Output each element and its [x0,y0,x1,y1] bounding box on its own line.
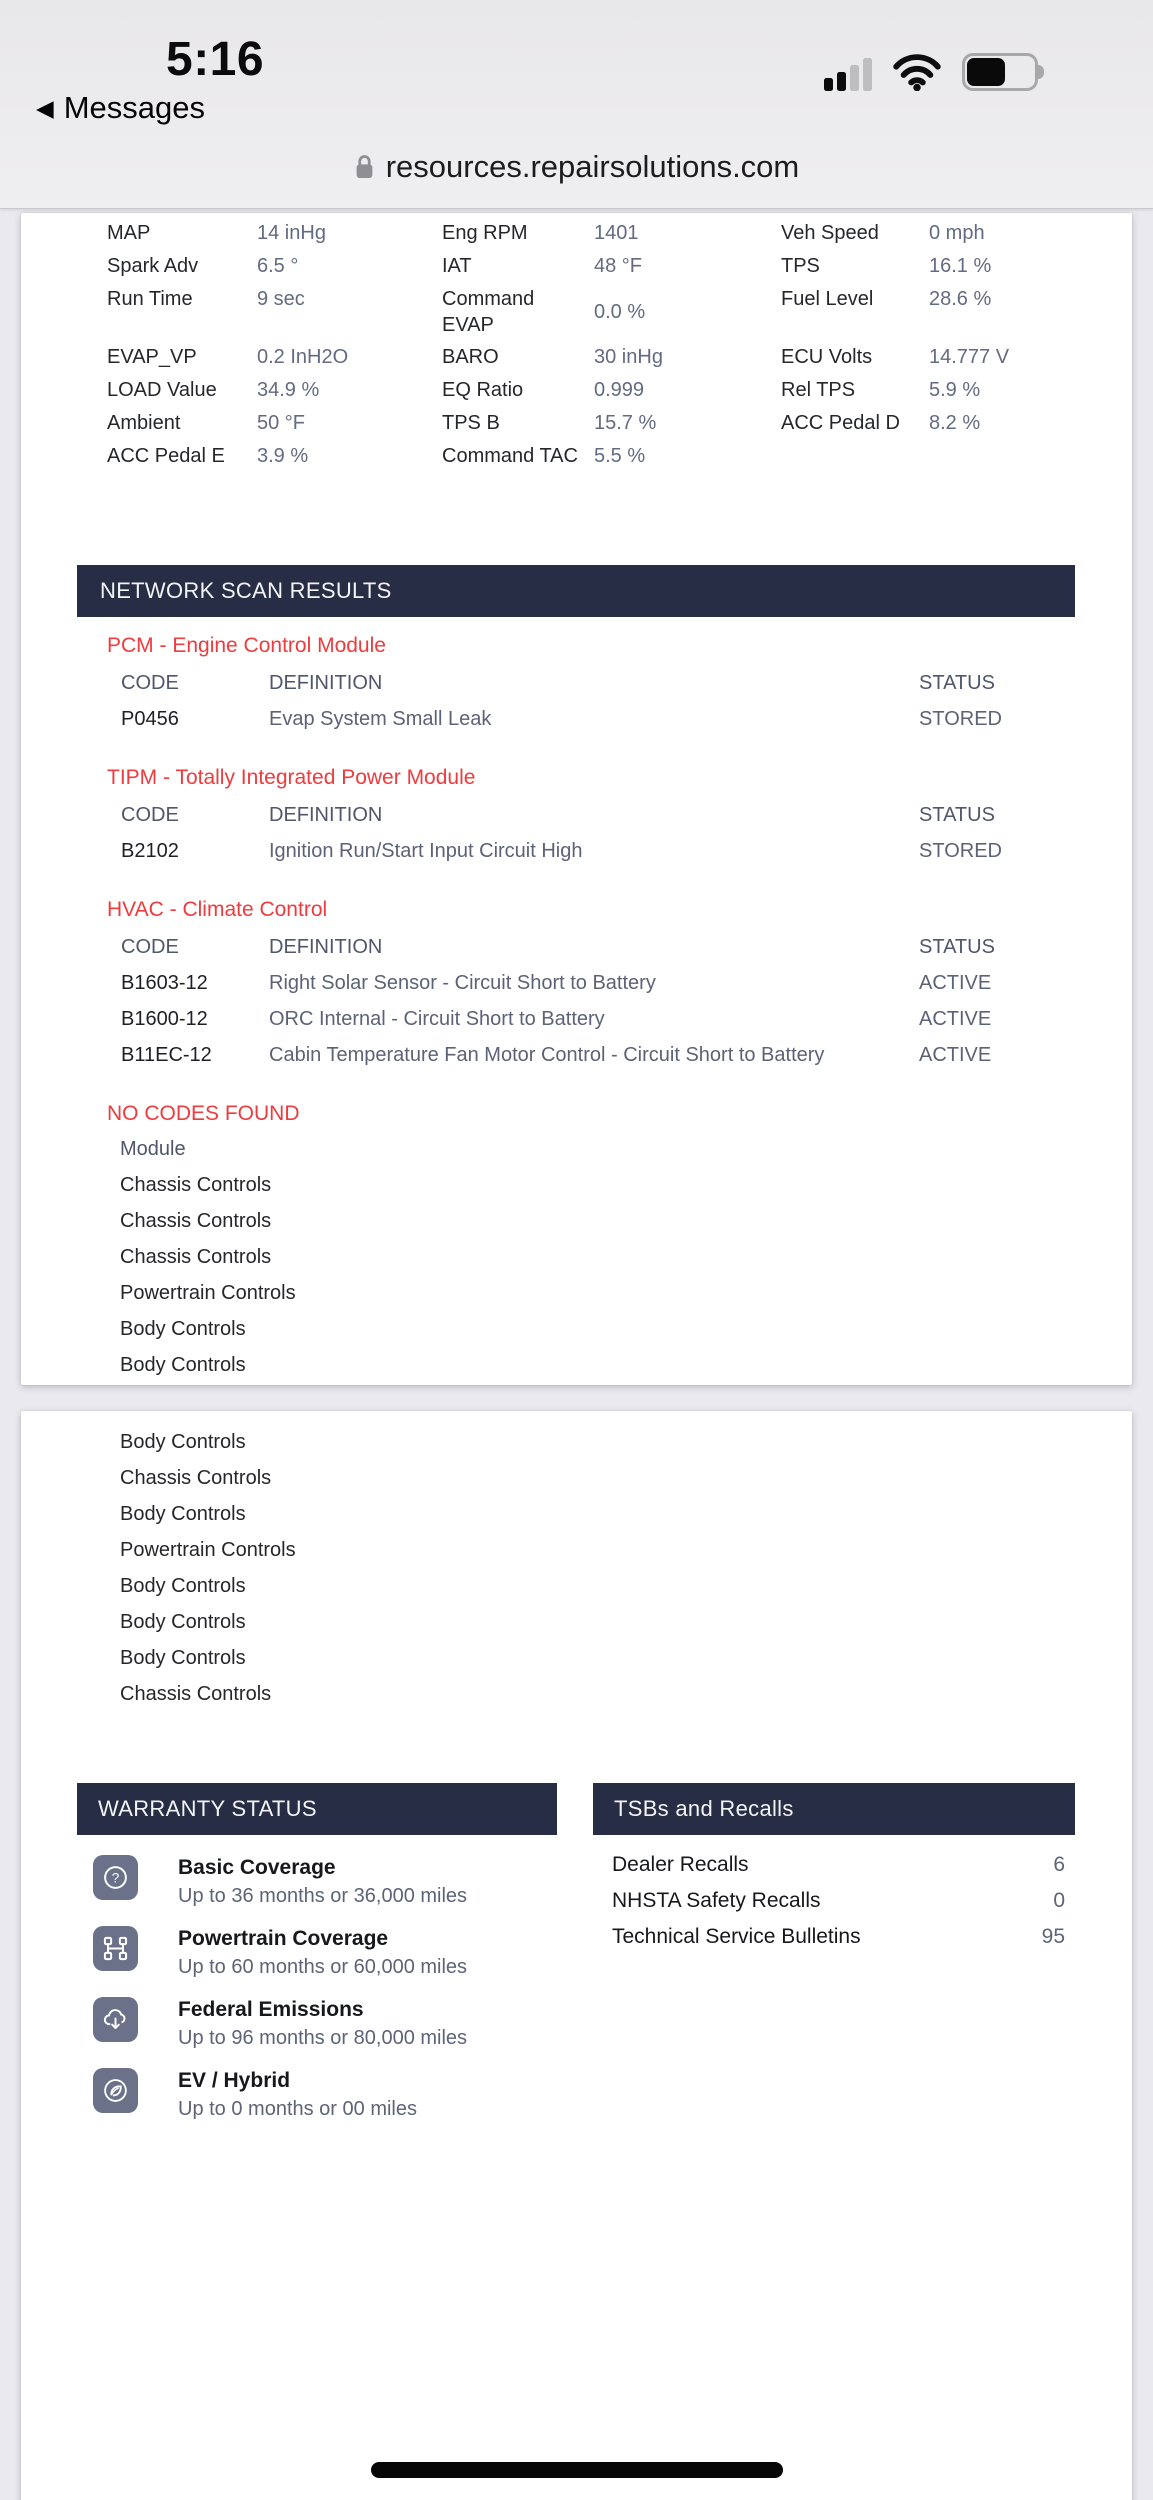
hvac-code-table [121,929,1132,1073]
back-label: Messages [63,90,205,125]
lock-icon [354,153,375,181]
warranty-subtitle: Up to 36 months or 36,000 miles [178,1885,468,1907]
report-card-live-data-and-scan [21,213,1132,1385]
module-list-item: Body Controls [120,1503,246,1525]
no-codes-module-list [120,1131,1132,1383]
module-list-item: Body Controls [120,1318,246,1340]
drivetrain-icon [93,1926,138,1971]
code-row: B1603-12 Right Solar Sensor - Circuit Short to Battery ACTIVE [121,972,992,994]
module-column-header: Module [120,1138,186,1160]
code-table-header: CODE DEFINITION STATUS [121,804,995,826]
tsb-value: 95 [1041,1925,1065,1948]
question-circle-icon [93,1855,138,1900]
report-card-warranty-and-tsb [21,1411,1132,2500]
no-codes-found-title: NO CODES FOUND [107,1102,300,1125]
module-list-item: Body Controls [120,1611,246,1633]
pcm-code-table [121,665,1132,737]
web-page [0,208,1153,2500]
tsb-row [612,1847,1065,1883]
warranty-status-header: WARRANTY STATUS [77,1783,557,1835]
warranty-item-ev-hybrid [93,2068,557,2123]
network-scan-results-header: NETWORK SCAN RESULTS [77,565,1075,617]
browser-top-chrome [0,0,1153,209]
code-row: B1600-12 ORC Internal - Circuit Short to Battery ACTIVE [121,1008,992,1030]
back-to-messages-button[interactable] [36,90,205,126]
warranty-subtitle: Up to 96 months or 80,000 miles [178,2027,468,2049]
module-title-hvac: HVAC - Climate Control [107,898,328,921]
tsb-recalls-section [593,1783,1075,1955]
live-data-row: ACC Pedal E 3.9 % Command TAC 5.5 % [107,445,646,467]
live-data-table [107,217,1132,473]
tsb-label: Dealer Recalls [612,1853,749,1876]
status-bar-icons [824,56,1052,91]
module-title-pcm: PCM - Engine Control Module [107,634,386,657]
module-list-item: Chassis Controls [120,1174,272,1196]
module-list-item: Body Controls [120,1575,246,1597]
module-list-item: Powertrain Controls [120,1539,296,1561]
code-row: B2102 Ignition Run/Start Input Circuit High STORED [121,840,1002,862]
tsb-recalls-header: TSBs and Recalls [593,1783,1075,1835]
module-list-item: Chassis Controls [120,1246,272,1268]
warranty-item-powertrain [93,1926,557,1981]
code-row: P0456 Evap System Small Leak STORED [121,708,1002,730]
live-data-row: MAP 14 inHg Eng RPM 1401 Veh Speed 0 mph [107,222,985,244]
module-list-item: Chassis Controls [120,1467,272,1489]
home-indicator[interactable] [371,2462,783,2478]
warranty-subtitle: Up to 0 months or 00 miles [178,2098,417,2120]
no-codes-module-list-continued [120,1411,1132,1712]
module-list-item: Body Controls [120,1431,246,1453]
url-text: resources.repairsolutions.com [385,149,800,184]
wifi-icon [892,54,942,91]
battery-icon [962,53,1052,91]
tsb-value: 0 [1053,1889,1065,1912]
warranty-subtitle: Up to 60 months or 60,000 miles [178,1956,468,1978]
tsb-label: NHSTA Safety Recalls [612,1889,821,1912]
warranty-status-section [77,1783,557,2139]
back-chevron-icon: ◀ [36,94,54,121]
tsb-value: 6 [1053,1853,1065,1876]
live-data-row: LOAD Value 34.9 % EQ Ratio 0.999 Rel TPS 5.9 % [107,379,981,401]
module-list-item: Chassis Controls [120,1683,272,1705]
tipm-code-table [121,797,1132,869]
cellular-signal-icon [824,58,872,91]
code-row: B11EC-12 Cabin Temperature Fan Motor Control - Circuit Short to Battery ACTIVE [121,1044,992,1066]
svg-text:?: ? [111,1870,120,1886]
cloud-download-icon [93,1997,138,2042]
tsb-row [612,1883,1065,1919]
module-list-item: Body Controls [120,1647,246,1669]
live-data-row: Spark Adv 6.5 ° IAT 48 °F TPS 16.1 % [107,255,992,277]
module-list-item: Powertrain Controls [120,1282,296,1304]
code-table-header: CODE DEFINITION STATUS [121,672,995,694]
eco-leaf-icon [93,2068,138,2113]
warranty-item-emissions [93,1997,557,2052]
warranty-title: Basic Coverage [178,1856,336,1879]
module-list-item: Chassis Controls [120,1210,272,1232]
warranty-title: EV / Hybrid [178,2069,291,2092]
warranty-title: Federal Emissions [178,1998,364,2021]
warranty-title: Powertrain Coverage [178,1927,389,1950]
status-bar-time: 5:16 [166,33,265,86]
live-data-row: Run Time 9 sec Command EVAP 0.0 % Fuel Level 28.6 % [107,288,992,336]
warranty-item-basic [93,1855,557,1910]
tsb-label: Technical Service Bulletins [612,1925,861,1948]
module-title-tipm: TIPM - Totally Integrated Power Module [107,766,476,789]
module-list-item: Body Controls [120,1354,246,1376]
live-data-row: EVAP_VP 0.2 InH2O BARO 30 inHg ECU Volts 14.777 V [107,346,1010,368]
live-data-row: Ambient 50 °F TPS B 15.7 % ACC Pedal D 8.2 % [107,412,981,434]
address-bar[interactable] [0,128,1153,206]
code-table-header: CODE DEFINITION STATUS [121,936,995,958]
tsb-row [612,1919,1065,1955]
